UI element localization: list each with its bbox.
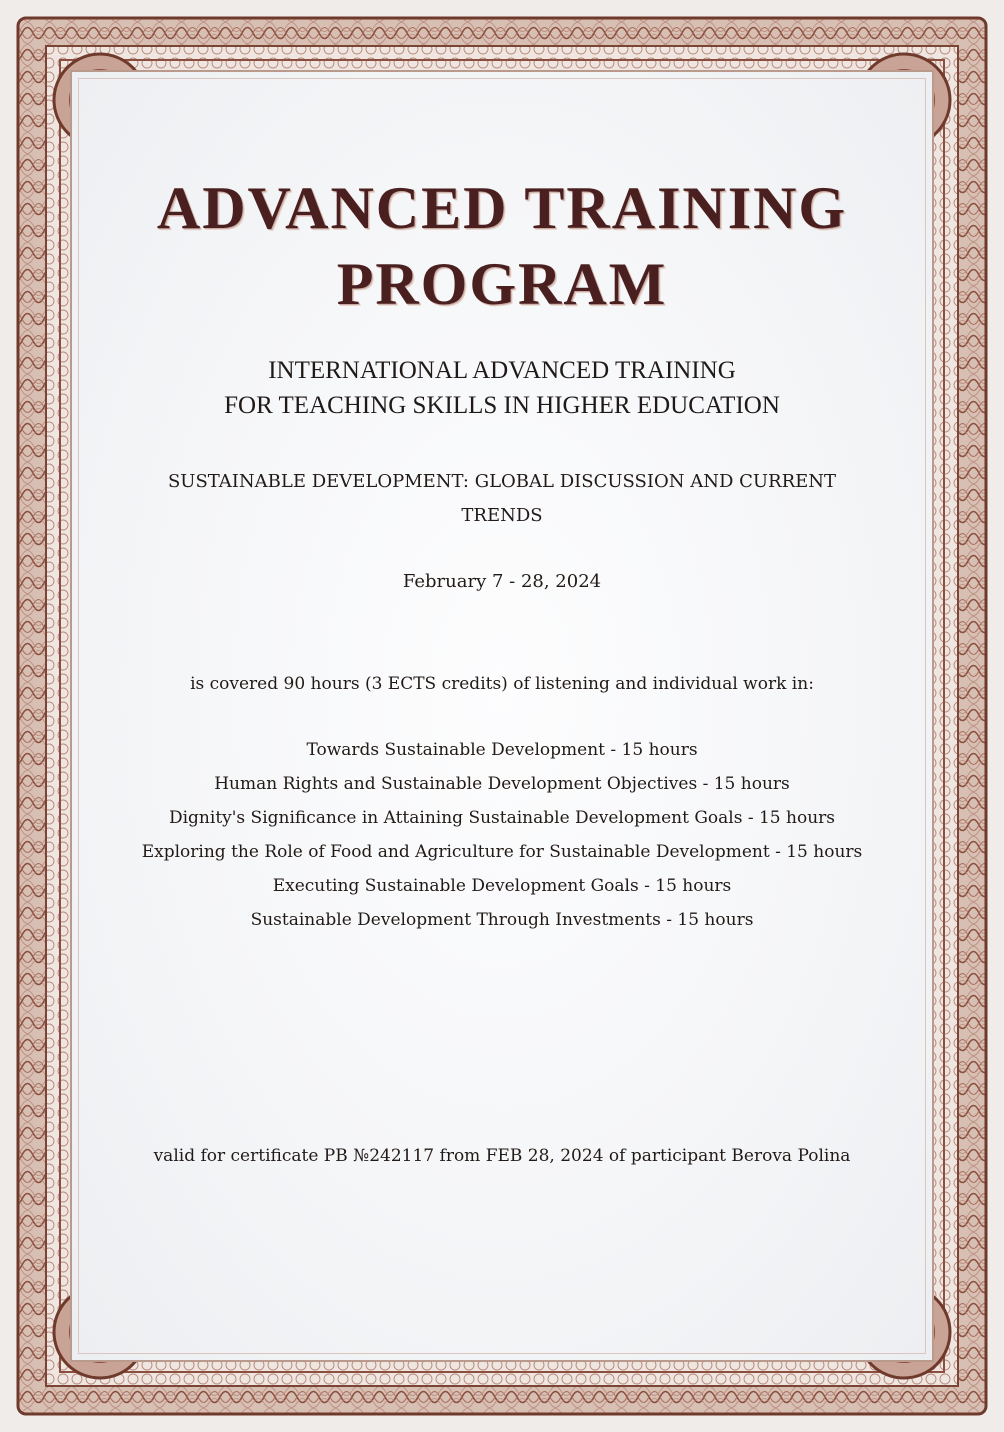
hours-covered-text: is covered 90 hours (3 ECTS credits) of listening and individual work in:	[190, 674, 814, 694]
certificate-content	[70, 70, 934, 1362]
module-list	[130, 733, 874, 937]
title-line-2: PROGRAM	[336, 251, 668, 317]
subtitle-line-2: FOR TEACHING SKILLS IN HIGHER EDUCATION	[224, 392, 780, 419]
module-item: Human Rights and Sustainable Development Objectives - 15 hours	[214, 774, 790, 794]
program-dates: February 7 - 28, 2024	[402, 571, 602, 592]
module-item: Exploring the Role of Food and Agriculture for Sustainable Development - 15 hours	[141, 842, 863, 862]
module-item: Dignity's Significance in Attaining Sustainable Development Goals - 15 hours	[168, 808, 836, 828]
title-line-1: ADVANCED TRAINING	[156, 175, 848, 241]
module-item: Towards Sustainable Development - 15 hours	[306, 740, 698, 760]
subtitle-line-1: INTERNATIONAL ADVANCED TRAINING	[268, 357, 736, 384]
course-title: SUSTAINABLE DEVELOPMENT: GLOBAL DISCUSSION AND CURRENT TRENDS	[167, 471, 837, 526]
module-item: Executing Sustainable Development Goals - 15 hours	[272, 876, 732, 896]
module-item: Sustainable Development Through Investments - 15 hours	[250, 910, 754, 930]
certificate-validity-text: valid for certificate PB №242117 from FEB 28, 2024 of participant Berova Polina	[153, 1146, 851, 1166]
